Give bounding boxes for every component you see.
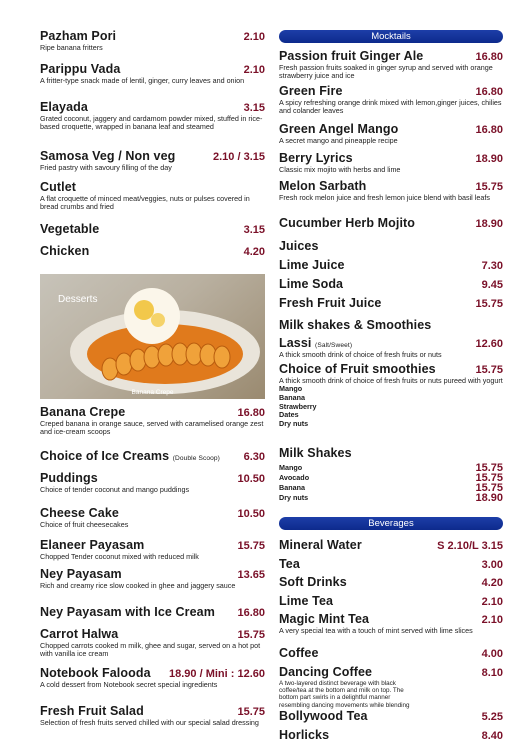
option: Dry nuts bbox=[279, 418, 309, 428]
menu-item bbox=[40, 449, 265, 463]
item-price: 8.40 bbox=[481, 730, 503, 742]
item-name: Ney Payasam with Ice Cream bbox=[40, 605, 215, 619]
item-price: 7.30 bbox=[481, 260, 503, 272]
menu-item bbox=[40, 538, 265, 561]
menu-item bbox=[279, 336, 503, 359]
item-price: 18.90 / Mini : 12.60 bbox=[169, 668, 265, 680]
menu-item bbox=[279, 538, 503, 552]
item-price: 3.15 bbox=[243, 224, 265, 236]
menu-item bbox=[40, 704, 265, 727]
menu-item bbox=[279, 709, 503, 723]
item-name: Chicken bbox=[40, 244, 90, 258]
item-name: Elayada bbox=[40, 100, 88, 114]
item-price: 15.75 bbox=[475, 482, 503, 494]
item-name: Cheese Cake bbox=[40, 506, 119, 520]
item-desc: A flat croquette of minced meat/veggies, nuts or pulses covered in bread crumbs and fried bbox=[40, 194, 250, 212]
menu-item bbox=[40, 471, 265, 494]
item-price: 18.90 bbox=[475, 492, 503, 504]
item-desc: Choice of fruit cheesecakes bbox=[40, 520, 129, 529]
option: Avocado bbox=[279, 473, 310, 482]
menu-item bbox=[40, 506, 265, 529]
menu-item bbox=[279, 216, 503, 230]
item-price: 12.60 bbox=[475, 338, 503, 350]
menu-item bbox=[279, 612, 503, 635]
item-name: Lime Juice bbox=[279, 258, 345, 272]
price-list bbox=[475, 463, 503, 503]
menu-item bbox=[279, 728, 503, 742]
item-desc: Fresh rock melon juice and fresh lemon juice blend with basil leafs bbox=[279, 193, 490, 202]
menu-item bbox=[279, 646, 503, 660]
banana-crepe-image bbox=[40, 274, 265, 399]
item-name: Banana Crepe bbox=[40, 405, 126, 419]
option: Dates bbox=[279, 410, 299, 420]
item-name: Cutlet bbox=[40, 180, 77, 194]
dessert-photo bbox=[40, 274, 265, 399]
item-price: 15.75 bbox=[475, 462, 503, 474]
menu-item bbox=[40, 627, 265, 659]
item-name: Mineral Water bbox=[279, 538, 362, 552]
item-desc: A secret mango and pineapple recipe bbox=[279, 136, 398, 145]
section-title-shakes: Milk shakes & Smoothies bbox=[279, 318, 432, 332]
menu-item bbox=[279, 258, 503, 272]
item-name: Notebook Falooda bbox=[40, 666, 151, 680]
item-name: Lime Tea bbox=[279, 594, 334, 608]
item-name: Green Fire bbox=[279, 84, 343, 98]
item-desc: A thick smooth drink of choice of fresh fruits or nuts bbox=[279, 350, 442, 359]
item-note: (Double Scoop) bbox=[172, 455, 220, 462]
item-price: 2.10 bbox=[243, 31, 265, 43]
item-price: 16.80 bbox=[475, 86, 503, 98]
menu-item bbox=[40, 666, 265, 689]
option: Dry nuts bbox=[279, 493, 309, 502]
item-price: 15.75 bbox=[237, 629, 265, 641]
item-price: 9.45 bbox=[481, 279, 503, 291]
section-title-juices: Juices bbox=[279, 239, 319, 253]
photo-label: Desserts bbox=[58, 294, 98, 305]
mocktails-banner: Mocktails bbox=[279, 30, 503, 43]
item-name: Ney Payasam bbox=[40, 567, 122, 581]
item-desc: Ripe banana fritters bbox=[40, 43, 103, 52]
item-desc: A cold dessert from Notebook secret special ingredients bbox=[40, 680, 218, 689]
item-price: 15.75 bbox=[237, 540, 265, 552]
item-desc: Fried pastry with savoury filling of the day bbox=[40, 163, 172, 172]
item-name: Choice of Fruit smoothies bbox=[279, 362, 436, 376]
beverages-banner: Beverages bbox=[279, 517, 503, 530]
item-name: Horlicks bbox=[279, 728, 330, 742]
item-price: 4.20 bbox=[243, 246, 265, 258]
item-price: S 2.10/L 3.15 bbox=[437, 540, 503, 552]
option: Strawberry bbox=[279, 401, 317, 411]
item-name: Choice of Ice Creams bbox=[40, 449, 170, 463]
item-price: 15.75 bbox=[475, 181, 503, 193]
menu-item bbox=[279, 179, 503, 202]
menu-item bbox=[40, 244, 265, 258]
photo-caption: Banana Crepe bbox=[131, 389, 174, 396]
item-price: 4.20 bbox=[481, 577, 503, 589]
option: Banana bbox=[279, 483, 305, 492]
item-desc: Classic mix mojito with herbs and lime bbox=[279, 165, 401, 174]
item-price: 16.80 bbox=[237, 407, 265, 419]
menu-item bbox=[40, 605, 265, 619]
item-price: 15.75 bbox=[237, 706, 265, 718]
item-price: 15.75 bbox=[475, 298, 503, 310]
item-desc: Chopped carrots cooked m milk, ghee and sugar, served on a hot pot with vanilla ice cream bbox=[40, 641, 261, 659]
item-price: 15.75 bbox=[475, 472, 503, 484]
item-price: 13.65 bbox=[237, 569, 265, 581]
item-name: Lime Soda bbox=[279, 277, 344, 291]
item-price: 16.80 bbox=[475, 51, 503, 63]
item-name: Carrot Halwa bbox=[40, 627, 119, 641]
option: Mango bbox=[279, 384, 303, 394]
menu-item bbox=[279, 122, 503, 145]
item-price: 8.10 bbox=[481, 667, 503, 679]
option: Banana bbox=[279, 393, 305, 402]
option: Mango bbox=[279, 463, 303, 472]
item-name: Tea bbox=[279, 557, 300, 571]
item-desc: Selection of fresh fruits served chilled with our special salad dressing bbox=[40, 718, 259, 727]
item-desc: Chopped Tender coconut mixed with reduced milk bbox=[40, 552, 199, 561]
menu-item bbox=[40, 180, 265, 212]
item-price: 3.00 bbox=[481, 559, 503, 571]
item-price: 18.90 bbox=[475, 153, 503, 165]
item-price: 2.10 bbox=[481, 596, 503, 608]
menu-item bbox=[279, 49, 503, 81]
item-name: Green Angel Mango bbox=[279, 122, 399, 136]
item-price: 2.10 bbox=[481, 614, 503, 626]
item-name: Vegetable bbox=[40, 222, 100, 236]
item-name: Fresh Fruit Salad bbox=[40, 704, 144, 718]
item-price: 15.75 bbox=[475, 364, 503, 376]
item-note: (Salt/Sweet) bbox=[315, 342, 353, 349]
menu-item bbox=[279, 277, 503, 291]
item-price: 5.25 bbox=[481, 711, 503, 723]
menu-item bbox=[279, 665, 503, 709]
item-name: Bollywood Tea bbox=[279, 709, 368, 723]
item-name: Melon Sarbath bbox=[279, 179, 367, 193]
item-name: Samosa Veg / Non veg bbox=[40, 149, 176, 163]
item-desc: A spicy refreshing orange drink mixed with lemon,ginger juices, chilies and colander leaves bbox=[279, 98, 502, 116]
item-desc: Grated coconut, jaggery and cardamom powder mixed, stuffed in rice-based croquette, wrapped in banana leaf and steamed bbox=[40, 114, 263, 132]
item-price: 4.00 bbox=[481, 648, 503, 660]
item-name: Fresh Fruit Juice bbox=[279, 296, 382, 310]
item-price: 10.50 bbox=[237, 473, 265, 485]
item-name: Pazham Pori bbox=[40, 29, 117, 43]
option-list bbox=[279, 463, 503, 503]
item-name: Cucumber Herb Mojito bbox=[279, 216, 416, 230]
item-name: Soft Drinks bbox=[279, 575, 347, 589]
menu-item bbox=[40, 222, 265, 236]
item-name: Dancing Coffee bbox=[279, 665, 373, 679]
item-name: Magic Mint Tea bbox=[279, 612, 370, 626]
menu-item bbox=[40, 567, 265, 590]
item-price: 18.90 bbox=[475, 218, 503, 230]
item-name: Lassi bbox=[279, 336, 312, 350]
item-name: Elaneer Payasam bbox=[40, 538, 145, 552]
menu-item bbox=[279, 594, 503, 608]
menu-item bbox=[40, 405, 265, 437]
item-desc: A very special tea with a touch of mint served with lime slices bbox=[279, 626, 473, 635]
menu-item bbox=[279, 84, 503, 116]
item-desc: Creped banana in orange sauce, served with caramelised orange zest and ice-cream scoops bbox=[40, 419, 264, 437]
item-price: 10.50 bbox=[237, 508, 265, 520]
menu-item bbox=[40, 149, 265, 172]
item-desc: A two-layered distinct beverage with black coffee/tea at the bottom and milk on top. The bottom part swirls in a delightful manner resembling dancing movements while blending bbox=[279, 680, 410, 709]
item-name: Milk Shakes bbox=[279, 446, 352, 460]
menu-item bbox=[40, 62, 265, 85]
menu-item bbox=[279, 151, 503, 174]
item-desc: Choice of tender coconut and mango puddings bbox=[40, 485, 190, 494]
item-desc: Fresh passion fruits soaked in ginger syrup and served with orange strawberry juice and ice bbox=[279, 63, 493, 81]
item-price: 2.10 / 3.15 bbox=[213, 151, 265, 163]
option-list bbox=[279, 385, 503, 428]
menu-item bbox=[279, 575, 503, 589]
menu-item bbox=[40, 29, 265, 52]
item-name: Puddings bbox=[40, 471, 98, 485]
menu-item bbox=[279, 296, 503, 310]
menu-item bbox=[279, 362, 503, 428]
item-price: 6.30 bbox=[243, 451, 265, 463]
item-desc: A fritter-type snack made of lentil, ginger, curry leaves and onion bbox=[40, 76, 245, 85]
item-desc: A thick smooth drink of choice of fresh fruits or nuts pureed with yogurt bbox=[279, 376, 503, 385]
item-name: Passion fruit Ginger Ale bbox=[279, 49, 424, 63]
item-name: Coffee bbox=[279, 646, 319, 660]
menu-item bbox=[40, 100, 265, 132]
item-price: 16.80 bbox=[237, 607, 265, 619]
item-price: 2.10 bbox=[243, 64, 265, 76]
item-name: Parippu Vada bbox=[40, 62, 121, 76]
menu-item bbox=[279, 557, 503, 571]
item-name: Berry Lyrics bbox=[279, 151, 353, 165]
item-desc: Rich and creamy rice slow cooked in ghee and jaggery sauce bbox=[40, 581, 236, 590]
menu-item bbox=[279, 446, 503, 503]
item-price: 3.15 bbox=[243, 102, 265, 114]
item-price: 16.80 bbox=[475, 124, 503, 136]
